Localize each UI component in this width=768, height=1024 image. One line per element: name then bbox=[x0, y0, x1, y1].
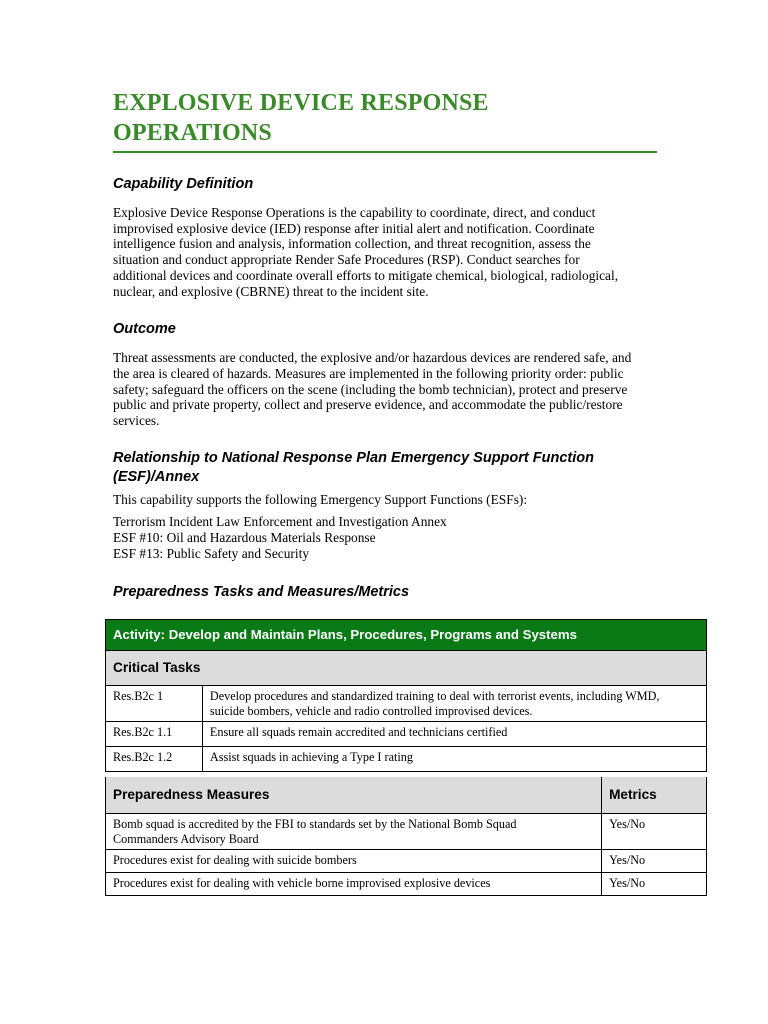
text-line: services. bbox=[113, 413, 160, 429]
title-line-1: EXPLOSIVE DEVICE RESPONSE bbox=[113, 90, 489, 116]
text-line: public and private property, collect and preserve evidence, and accommodate the public/restore bbox=[113, 397, 623, 413]
measure-description: Procedures exist for dealing with suicide bombers bbox=[106, 850, 602, 873]
task-description: Assist squads in achieving a Type I rating bbox=[202, 747, 706, 772]
title-line-2: OPERATIONS bbox=[113, 120, 272, 146]
text-line: safety; safeguard the officers on the scene (including the bomb technician), protect and preserve bbox=[113, 381, 628, 397]
text-line: situation and conduct appropriate Render Safe Procedures (RSP). Conduct searches for bbox=[113, 252, 580, 268]
outcome-paragraph bbox=[113, 350, 708, 429]
heading-line: Relationship to National Response Plan Emergency Support Function bbox=[113, 449, 594, 466]
text-line: Bomb squad is accredited by the FBI to standards set by the National Bomb Squad bbox=[113, 817, 517, 831]
esf-intro: This capability supports the following Emergency Support Functions (ESFs): bbox=[113, 491, 528, 507]
tasks-table bbox=[105, 619, 707, 772]
table-row bbox=[106, 722, 707, 747]
task-description: Ensure all squads remain accredited and technicians certified bbox=[202, 722, 706, 747]
esf-item: ESF #13: Public Safety and Security bbox=[113, 545, 310, 561]
measure-metric: Yes/No bbox=[602, 814, 707, 850]
outcome-heading: Outcome bbox=[113, 321, 176, 338]
table-row bbox=[106, 850, 707, 873]
heading-line: (ESF)/Annex bbox=[113, 468, 200, 485]
text-line: suicide bombers, vehicle and radio controlled improvised devices. bbox=[209, 703, 533, 718]
measures-header-row bbox=[106, 777, 707, 814]
critical-tasks-header-row bbox=[106, 651, 707, 686]
text-line: improvised explosive device (IED) response after initial alert and notification. Coordinate bbox=[113, 220, 595, 236]
task-description bbox=[202, 686, 706, 722]
capability-heading: Capability Definition bbox=[113, 176, 254, 192]
text-line: Develop procedures and standardized training to deal with terrorist events, including WMD, bbox=[209, 689, 660, 703]
table-row bbox=[106, 686, 707, 722]
preparedness-measures-heading: Preparedness Measures bbox=[106, 777, 602, 814]
measure-metric: Yes/No bbox=[602, 873, 707, 896]
capability-paragraph bbox=[113, 205, 708, 299]
text-line: intelligence fusion and analysis, information collection, and threat recognition, assess the bbox=[113, 236, 591, 252]
relationship-heading bbox=[113, 449, 708, 487]
critical-tasks-heading: Critical Tasks bbox=[106, 651, 707, 686]
text-line: nuclear, and explosive (CBRNE) threat to the incident site. bbox=[113, 283, 429, 299]
activity-banner: Activity: Develop and Maintain Plans, Procedures, Programs and Systems bbox=[106, 620, 707, 651]
esf-item: Terrorism Incident Law Enforcement and Investigation Annex bbox=[113, 514, 447, 530]
document-title bbox=[113, 88, 657, 153]
table-row bbox=[106, 814, 707, 850]
task-id: Res.B2c 1.1 bbox=[106, 722, 203, 747]
measure-description bbox=[106, 814, 602, 850]
esf-list bbox=[113, 514, 708, 561]
preparedness-heading: Preparedness Tasks and Measures/Metrics bbox=[113, 583, 410, 600]
document-page bbox=[113, 88, 708, 602]
table-row bbox=[106, 873, 707, 896]
text-line: Threat assessments are conducted, the explosive and/or hazardous devices are rendered safe, and bbox=[113, 350, 632, 366]
measure-description: Procedures exist for dealing with vehicle borne improvised explosive devices bbox=[106, 873, 602, 896]
task-id: Res.B2c 1.2 bbox=[106, 747, 203, 772]
measure-metric: Yes/No bbox=[602, 850, 707, 873]
text-line: Explosive Device Response Operations is the capability to coordinate, direct, and conduct bbox=[113, 205, 596, 220]
text-line: Commanders Advisory Board bbox=[113, 831, 259, 846]
activity-row bbox=[106, 620, 707, 651]
esf-item: ESF #10: Oil and Hazardous Materials Response bbox=[113, 530, 376, 546]
text-line: the area is cleared of hazards. Measures are implemented in the following priority order: public bbox=[113, 365, 624, 381]
text-line: additional devices and coordinate overall efforts to mitigate chemical, biological, radiological, bbox=[113, 267, 619, 283]
table-row bbox=[106, 747, 707, 772]
metrics-heading: Metrics bbox=[602, 777, 707, 814]
task-id: Res.B2c 1 bbox=[106, 686, 203, 722]
measures-table bbox=[105, 777, 707, 896]
